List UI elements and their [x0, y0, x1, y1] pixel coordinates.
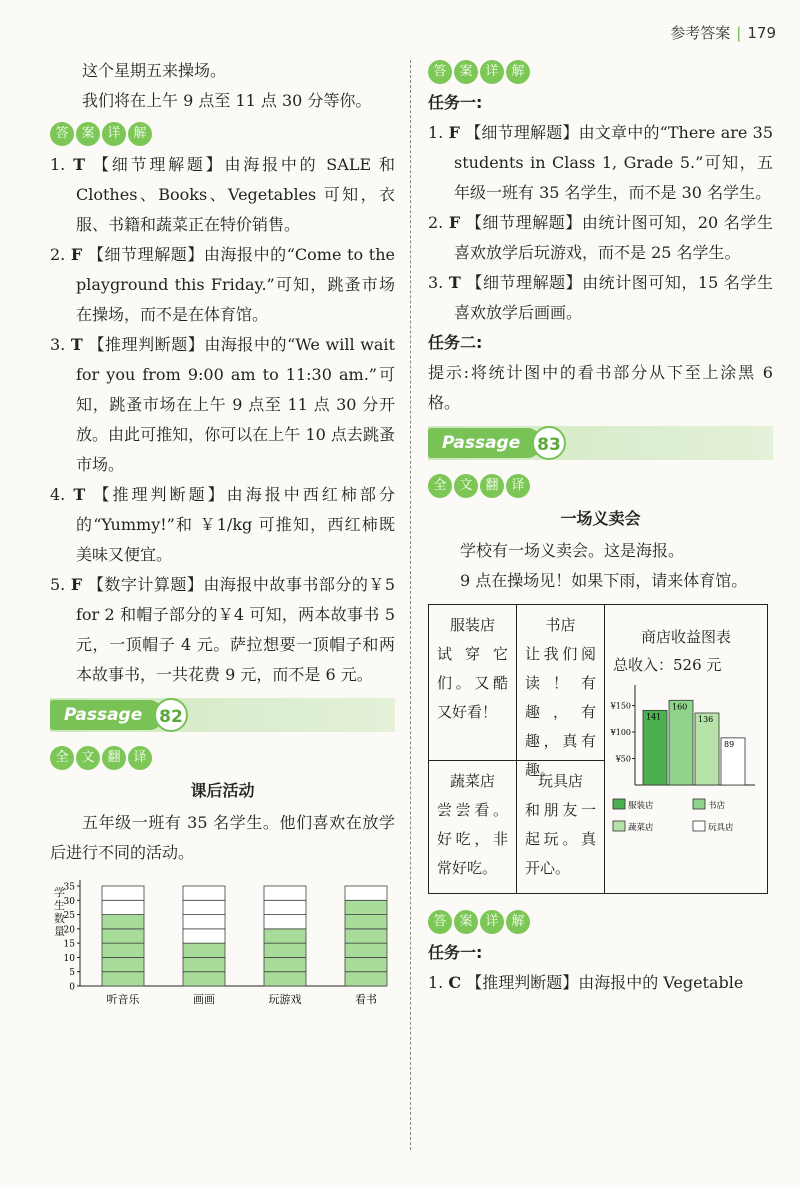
bar-cell: [264, 900, 306, 914]
answer-item: [50, 150, 395, 240]
answer-item: [428, 268, 773, 328]
answer-letter: F: [448, 123, 460, 142]
poster-clothes-cell: [429, 605, 517, 761]
y-axis-label-char: 学: [54, 886, 65, 899]
passage-number: 82: [154, 698, 188, 732]
bar-cell: [102, 915, 144, 929]
answer-item: [428, 118, 773, 208]
bar-cell: [264, 972, 306, 986]
poster-cell-title: 书店: [545, 616, 576, 634]
answer-text: 【推理判断题】由海报中的“We will wait for you from 9:00 am to 11:30 am.”可知，跳蚤市场在上午 9 点至 11 点 30 分开放。由此可推知，你可以在上午 10 点去跳蚤市场。: [76, 335, 395, 474]
answer-letter: F: [70, 245, 83, 264]
bar-cell: [102, 972, 144, 986]
answer-text: 【细节理解题】由文章中的“There are 35 students in Class 1, Grade 5.”可知，五年级一班有 35 名学生，而不是 30 名学生。: [454, 123, 773, 202]
poster-cell-title: 玩具店: [537, 772, 583, 790]
bar-cell: [183, 900, 225, 914]
header-title: 参考答案: [670, 24, 731, 42]
x-tick-label: 听音乐: [106, 993, 140, 1006]
income-bar: [643, 710, 667, 785]
answer-num: 2.: [428, 213, 444, 232]
y-tick-label: 10: [63, 953, 75, 964]
answer-text: 【推理判断题】由海报中西红柿部分的“Yummy!”和 ￥1/kg 可推知，西红柿既美味又便宜。: [76, 485, 395, 564]
badge-char: 翻: [480, 474, 504, 498]
poster-cell-text: 和朋友一起玩。真开心。: [525, 801, 596, 877]
passage-83-body-2: 9 点在操场见！如果下雨，请来体育馆。: [460, 571, 748, 590]
bar-cell: [183, 957, 225, 971]
bar-cell: [102, 929, 144, 943]
bar-data-label: 160: [672, 702, 688, 712]
badge-char: 翻: [102, 746, 126, 770]
bar-cell: [102, 957, 144, 971]
badge-char: 详: [480, 910, 504, 934]
header-separator: |: [736, 24, 742, 42]
badge-char: 文: [454, 474, 478, 498]
badge-char: 答: [428, 60, 452, 84]
badge-char: 解: [506, 60, 530, 84]
badge-char: 答: [428, 910, 452, 934]
bar-cell: [345, 972, 387, 986]
x-tick-label: 画画: [193, 993, 215, 1006]
answer-item: [50, 330, 395, 480]
answer-text: 【数字计算题】由海报中故事书部分的￥5 for 2 和帽子部分的￥4 可知，两本故事书 5 元，一顶帽子 4 元。萨拉想要一顶帽子和两本故事书，一共花费 9 元，而不是 6 元。: [76, 575, 395, 684]
bar-data-label: 141: [646, 712, 662, 722]
y-tick-label: ¥100: [610, 728, 631, 738]
answer-item: [50, 480, 395, 570]
answer-num: 1.: [50, 155, 66, 174]
task-one-heading: 任务一:: [428, 93, 483, 112]
y-tick-label: 5: [69, 968, 75, 979]
y-tick-label: 20: [63, 925, 75, 936]
income-bar: [669, 700, 693, 785]
y-tick-label: 30: [63, 896, 75, 907]
badge-char: 案: [76, 122, 100, 146]
bar-cell: [345, 900, 387, 914]
activity-bar-chart: [50, 874, 395, 1014]
poster-cell-title: 服装店: [449, 616, 495, 634]
y-tick-label: ¥50: [615, 754, 631, 764]
y-axis-label-char: 生: [54, 899, 65, 912]
answer-text: 【细节理解题】由海报中的“Come to the playground this Friday.”可知，跳蚤市场在操场，而不是在体育馆。: [76, 245, 395, 324]
page-header: [670, 22, 776, 43]
intro-line-1: 这个星期五来操场。: [82, 61, 227, 80]
poster-cell-title: 蔬菜店: [449, 772, 495, 790]
bar-cell: [264, 957, 306, 971]
column-divider: [410, 60, 411, 1150]
y-tick-label: 25: [63, 911, 75, 922]
bar-cell: [183, 943, 225, 957]
answer-letter: T: [70, 335, 83, 354]
legend-label: 玩具店: [708, 823, 734, 833]
badge-char: 文: [76, 746, 100, 770]
answers-81: [50, 150, 395, 690]
bar-cell: [345, 943, 387, 957]
badge-char: 全: [50, 746, 74, 770]
answer-letter: F: [70, 575, 83, 594]
passage-82-body: 五年级一班有 35 名学生。他们喜欢在放学后进行不同的活动。: [50, 813, 395, 862]
translation-badge: [428, 474, 532, 498]
bar-cell: [345, 929, 387, 943]
bar-cell: [264, 943, 306, 957]
bar-cell: [102, 886, 144, 900]
bar-cell: [264, 915, 306, 929]
answer-num: 1.: [428, 973, 444, 992]
answer-letter: T: [73, 485, 86, 504]
answer-num: 1.: [428, 123, 444, 142]
badge-char: 详: [102, 122, 126, 146]
x-tick-label: 看书: [355, 993, 377, 1006]
answer-detail-badge: [50, 122, 154, 146]
answer-letter: T: [448, 273, 461, 292]
badge-char: 答: [50, 122, 74, 146]
badge-char: 全: [428, 474, 452, 498]
badge-char: 译: [128, 746, 152, 770]
answer-item: [428, 208, 773, 268]
bar-cell: [345, 957, 387, 971]
poster-vegetables-cell: [429, 761, 517, 893]
bar-data-label: 136: [698, 715, 714, 724]
badge-char: 详: [480, 60, 504, 84]
bar-cell: [102, 900, 144, 914]
answer-num: 2.: [50, 245, 66, 264]
answer-num: 3.: [50, 335, 66, 354]
passage-label: Passage: [50, 700, 164, 730]
legend-swatch: [693, 821, 705, 831]
poster-chart-area: [605, 605, 767, 893]
bar-data-label: 89: [724, 739, 735, 749]
poster-chart-title: 商店收益图表: [640, 628, 731, 646]
bar-cell: [183, 886, 225, 900]
answer-item: [50, 570, 395, 690]
intro-line-2: 我们将在上午 9 点至 11 点 30 分等你。: [82, 91, 372, 110]
answer-detail-badge: [428, 60, 532, 84]
bar-cell: [102, 943, 144, 957]
poster-books-cell: [517, 605, 605, 779]
x-tick-label: 玩游戏: [268, 993, 302, 1006]
poster-cell-text: 试穿它们。又酷又好看！: [437, 645, 508, 721]
y-tick-label: 15: [63, 939, 75, 950]
answer-detail-badge: [428, 910, 532, 934]
poster-cell-text: 尝尝看。好吃，非常好吃。: [437, 801, 508, 877]
answer-num: 5.: [50, 575, 66, 594]
page-number: 179: [747, 24, 776, 42]
task-one-heading: 任务一:: [428, 943, 483, 962]
passage-label: Passage: [428, 428, 542, 458]
answer-item: [50, 240, 395, 330]
badge-char: 解: [506, 910, 530, 934]
passage-83-body-1: 学校有一场义卖会。这是海报。: [460, 541, 685, 560]
poster-toys-cell: [517, 761, 605, 893]
badge-char: 案: [454, 910, 478, 934]
sale-poster: [428, 604, 768, 894]
bar-cell: [183, 929, 225, 943]
passage-83-title: 一场义卖会: [560, 509, 641, 528]
y-tick-label: 35: [63, 882, 75, 893]
badge-char: 案: [454, 60, 478, 84]
passage-82-title: 课后活动: [190, 781, 255, 800]
bar-cell: [264, 886, 306, 900]
answer-num: 3.: [428, 273, 444, 292]
y-axis-label-char: 量: [54, 925, 65, 938]
bar-cell: [345, 915, 387, 929]
answer-text: 【细节理解题】由海报中的 SALE 和 Clothes、Books、Vegetables 可知，衣服、书籍和蔬菜正在特价销售。: [76, 155, 396, 234]
passage-82-banner: [50, 698, 395, 732]
legend-label: 书店: [708, 801, 726, 811]
answer-text: 【细节理解题】由统计图可知，20 名学生喜欢放学后玩游戏，而不是 25 名学生。: [454, 213, 773, 262]
bar-cell: [345, 886, 387, 900]
passage-number: 83: [532, 426, 566, 460]
badge-char: 解: [128, 122, 152, 146]
y-axis-label-char: 数: [54, 912, 65, 925]
y-tick-label: 0: [69, 982, 75, 993]
bar-cell: [264, 929, 306, 943]
bar-cell: [183, 915, 225, 929]
badge-char: 译: [506, 474, 530, 498]
answer-letter: F: [448, 213, 461, 232]
income-bar-chart: [605, 679, 765, 859]
right-column: [428, 56, 773, 998]
y-tick-label: ¥150: [610, 701, 631, 711]
answer-num: 4.: [50, 485, 66, 504]
task-two-heading: 任务二:: [428, 333, 483, 352]
answer-letter: C: [448, 973, 462, 992]
legend-swatch: [693, 799, 705, 809]
poster-cell-text: 让我们阅读！有趣，有趣，真有趣。: [525, 645, 596, 779]
legend-swatch: [613, 821, 625, 831]
poster-total-income: 总收入：526 元: [613, 656, 722, 674]
answer-letter: T: [73, 155, 86, 174]
answer-item: [428, 968, 773, 998]
passage-83-banner: [428, 426, 773, 460]
legend-label: 蔬菜店: [628, 823, 654, 833]
left-column: [50, 56, 395, 1014]
legend-swatch: [613, 799, 625, 809]
answer-text: 【细节理解题】由统计图可知，15 名学生喜欢放学后画画。: [454, 273, 773, 322]
answer-text: 【推理判断题】由海报中的 Vegetable: [466, 973, 744, 992]
legend-label: 服装店: [628, 801, 654, 811]
bar-cell: [183, 972, 225, 986]
task-two-hint: 提示:将统计图中的看书部分从下至上涂黑 6 格。: [428, 363, 773, 412]
translation-badge: [50, 746, 154, 770]
